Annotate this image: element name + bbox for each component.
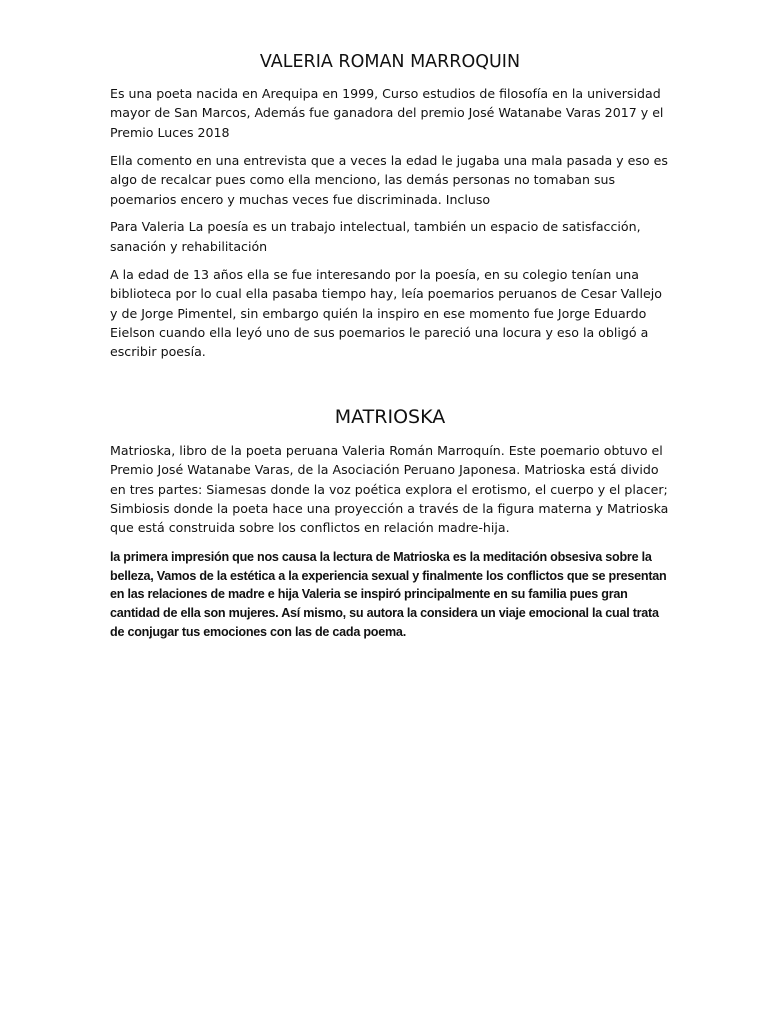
bio-paragraph-3: Para Valeria La poesía es un trabajo intelectual, también un espacio de satisfacción, sanación y rehabilitación (110, 219, 641, 254)
section-title-matrioska: MATRIOSKA (334, 405, 446, 428)
document-title: VALERIA ROMAN MARROQUIN (259, 52, 521, 72)
document-page (110, 52, 670, 650)
matrioska-paragraph-1: Matrioska, libro de la poeta peruana Valeria Román Marroquín. Este poemario obtuvo el Premio José Watanabe Varas, de la Asociación Peruano Japonesa. Matrioska está divido en tres partes: Siamesas donde la voz poética explora el erotismo, el cuerpo y el placer; Simbiosis donde la poeta hace una proyección a través de la figura materna y Matrioska que está construida sobre los conflictos en relación madre-hija. (110, 442, 669, 536)
bio-paragraph-2: Ella comento en una entrevista que a veces la edad le jugaba una mala pasada y eso es algo de recalcar pues como ella menciono, las demás personas no tomaban sus poemarios encero y muchas veces fue discriminada. Incluso (110, 152, 668, 207)
matrioska-paragraph-2: la primera impresión que nos causa la lectura de Matriosk​a es la meditación obsesiva sobre la belleza, Vamos de la estética a la experiencia sexual y finalmente los conflictos que se presentan en las relaciones de madre e hija Valeria se inspiró principalmente en su familia pues gran cantidad de ella son mujeres. Así mismo, su autora la considera un viaje emocional la cual trata de conjugar tus emociones con las de cada poema. (110, 549, 667, 639)
bio-paragraph-4: A la edad de 13 años ella se fue interesando por la poesía, en su colegio tenían una biblioteca por lo cual ella pasaba tiempo hay, leía poemarios peruanos de Cesar Vallejo y de Jorge Pimentel, sin embargo quién la inspiro en ese momento fue Jorge Eduardo Eielson cuando ella leyó uno de sus poemarios le pareció una locura y eso la obligó a escribir poesía. (110, 266, 662, 360)
bio-paragraph-1: Es una poeta nacida en Arequipa en 1999, Curso estudios de filosofía en la universidad mayor de San Marcos, Además fue ganadora del premio José Watanabe Varas 2017 y el Premio Luces 2018 (110, 86, 664, 140)
